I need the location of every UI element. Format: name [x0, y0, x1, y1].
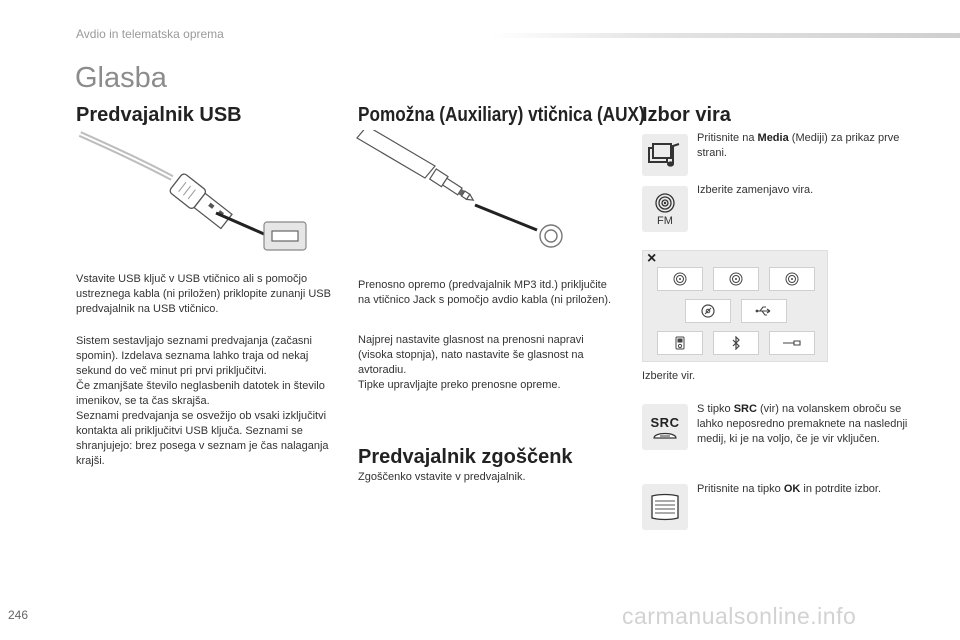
- source-section-title: Izbor vira: [642, 104, 731, 126]
- cd-paragraph: Zgoščenko vstavite v predvajalnik.: [358, 471, 526, 483]
- aux-source-button[interactable]: [769, 331, 815, 355]
- aux-section-title: Pomožna (Auxiliary) vtičnica (AUX): [358, 104, 645, 126]
- source-step-2: Izberite zamenjavo vira.: [697, 184, 814, 196]
- media-button[interactable]: [642, 134, 688, 176]
- source-step-4: S tipko SRC (vir) na volanskem obroču se lahko neposredno premaknete na naslednji medij, ki je na voljo, če je vir vključen.: [697, 403, 908, 445]
- aux-paragraph-2: Najprej nastavite glasnost na prenosni napravi (visoka stopnja), nato nastavite še glasnost na avtoradiu. Tipke upravljajte preko prenosne opreme.: [358, 334, 584, 391]
- usb-icon: [755, 305, 773, 317]
- aux-jack-icon: [782, 338, 802, 348]
- header-title: Avdio in telematska oprema: [76, 27, 224, 41]
- usb-stick-illustration: [76, 130, 316, 255]
- cd-source-button[interactable]: [685, 299, 731, 323]
- radio-source-2[interactable]: [713, 267, 759, 291]
- source-step-3: Izberite vir.: [642, 370, 696, 382]
- page-number: 246: [8, 608, 29, 622]
- cd-section-title: Predvajalnik zgoščenk: [358, 446, 573, 468]
- aux-paragraph-1: Prenosno opremo (predvajalnik MP3 itd.) priključite na vtičnico Jack s pomočjo avdio kabla (ni priložen).: [358, 279, 612, 306]
- aux-jack-illustration: [355, 130, 575, 255]
- ok-button[interactable]: [642, 484, 688, 530]
- ipod-source-button[interactable]: [657, 331, 703, 355]
- bluetooth-source-button[interactable]: [713, 331, 759, 355]
- radio-source-1[interactable]: [657, 267, 703, 291]
- radio-icon: [785, 272, 799, 286]
- radio-source-3[interactable]: [769, 267, 815, 291]
- radio-icon: [673, 272, 687, 286]
- radio-waves-icon: [654, 192, 676, 214]
- page-title: Glasba: [75, 62, 167, 94]
- usb-source-button[interactable]: [741, 299, 787, 323]
- source-step-5: Pritisnite na tipko OK in potrdite izbor.: [697, 483, 882, 495]
- usb-section-title: Predvajalnik USB: [76, 104, 242, 126]
- header-divider: [490, 33, 960, 38]
- close-icon[interactable]: ×: [647, 250, 657, 267]
- bluetooth-icon: [731, 336, 741, 350]
- watermark: carmanualsonline.info: [622, 603, 857, 629]
- scroll-wheel-icon: [649, 493, 681, 521]
- source-step-1: Pritisnite na Media (Mediji) za prikaz prve strani.: [697, 132, 900, 159]
- radio-icon: [729, 272, 743, 286]
- disc-icon: [701, 304, 715, 318]
- ipod-icon: [675, 336, 685, 350]
- src-button-icon: [652, 430, 678, 440]
- steering-src-button[interactable]: [642, 404, 688, 450]
- source-selection-panel: [642, 250, 828, 362]
- usb-paragraph-1: Vstavite USB ključ v USB vtičnico ali s pomočjo ustreznega kabla (ni priložen) priklopite zunanji USB predvajalnik na USB vtičnico.: [76, 273, 331, 315]
- fm-label: FM: [657, 214, 673, 227]
- fm-source-button[interactable]: [642, 186, 688, 232]
- usb-paragraph-2: Sistem sestavljajo seznami predvajanja (začasni spomin). Izdelava seznama lahko traja od nekaj sekund do več minut pri prvi priključitvi. Če zmanjšate število neglasbenih datotek in število imenikov, se ta čas skrajša. Seznami predvajanja se osvežijo ob vsaki izključitvi kontakta ali priključitvi USB ključa. Seznami se shranjujejo: brez posega v seznam je čas nalaganja krajši.: [76, 335, 329, 467]
- media-music-icon: [647, 140, 683, 170]
- src-label: SRC: [650, 414, 680, 430]
